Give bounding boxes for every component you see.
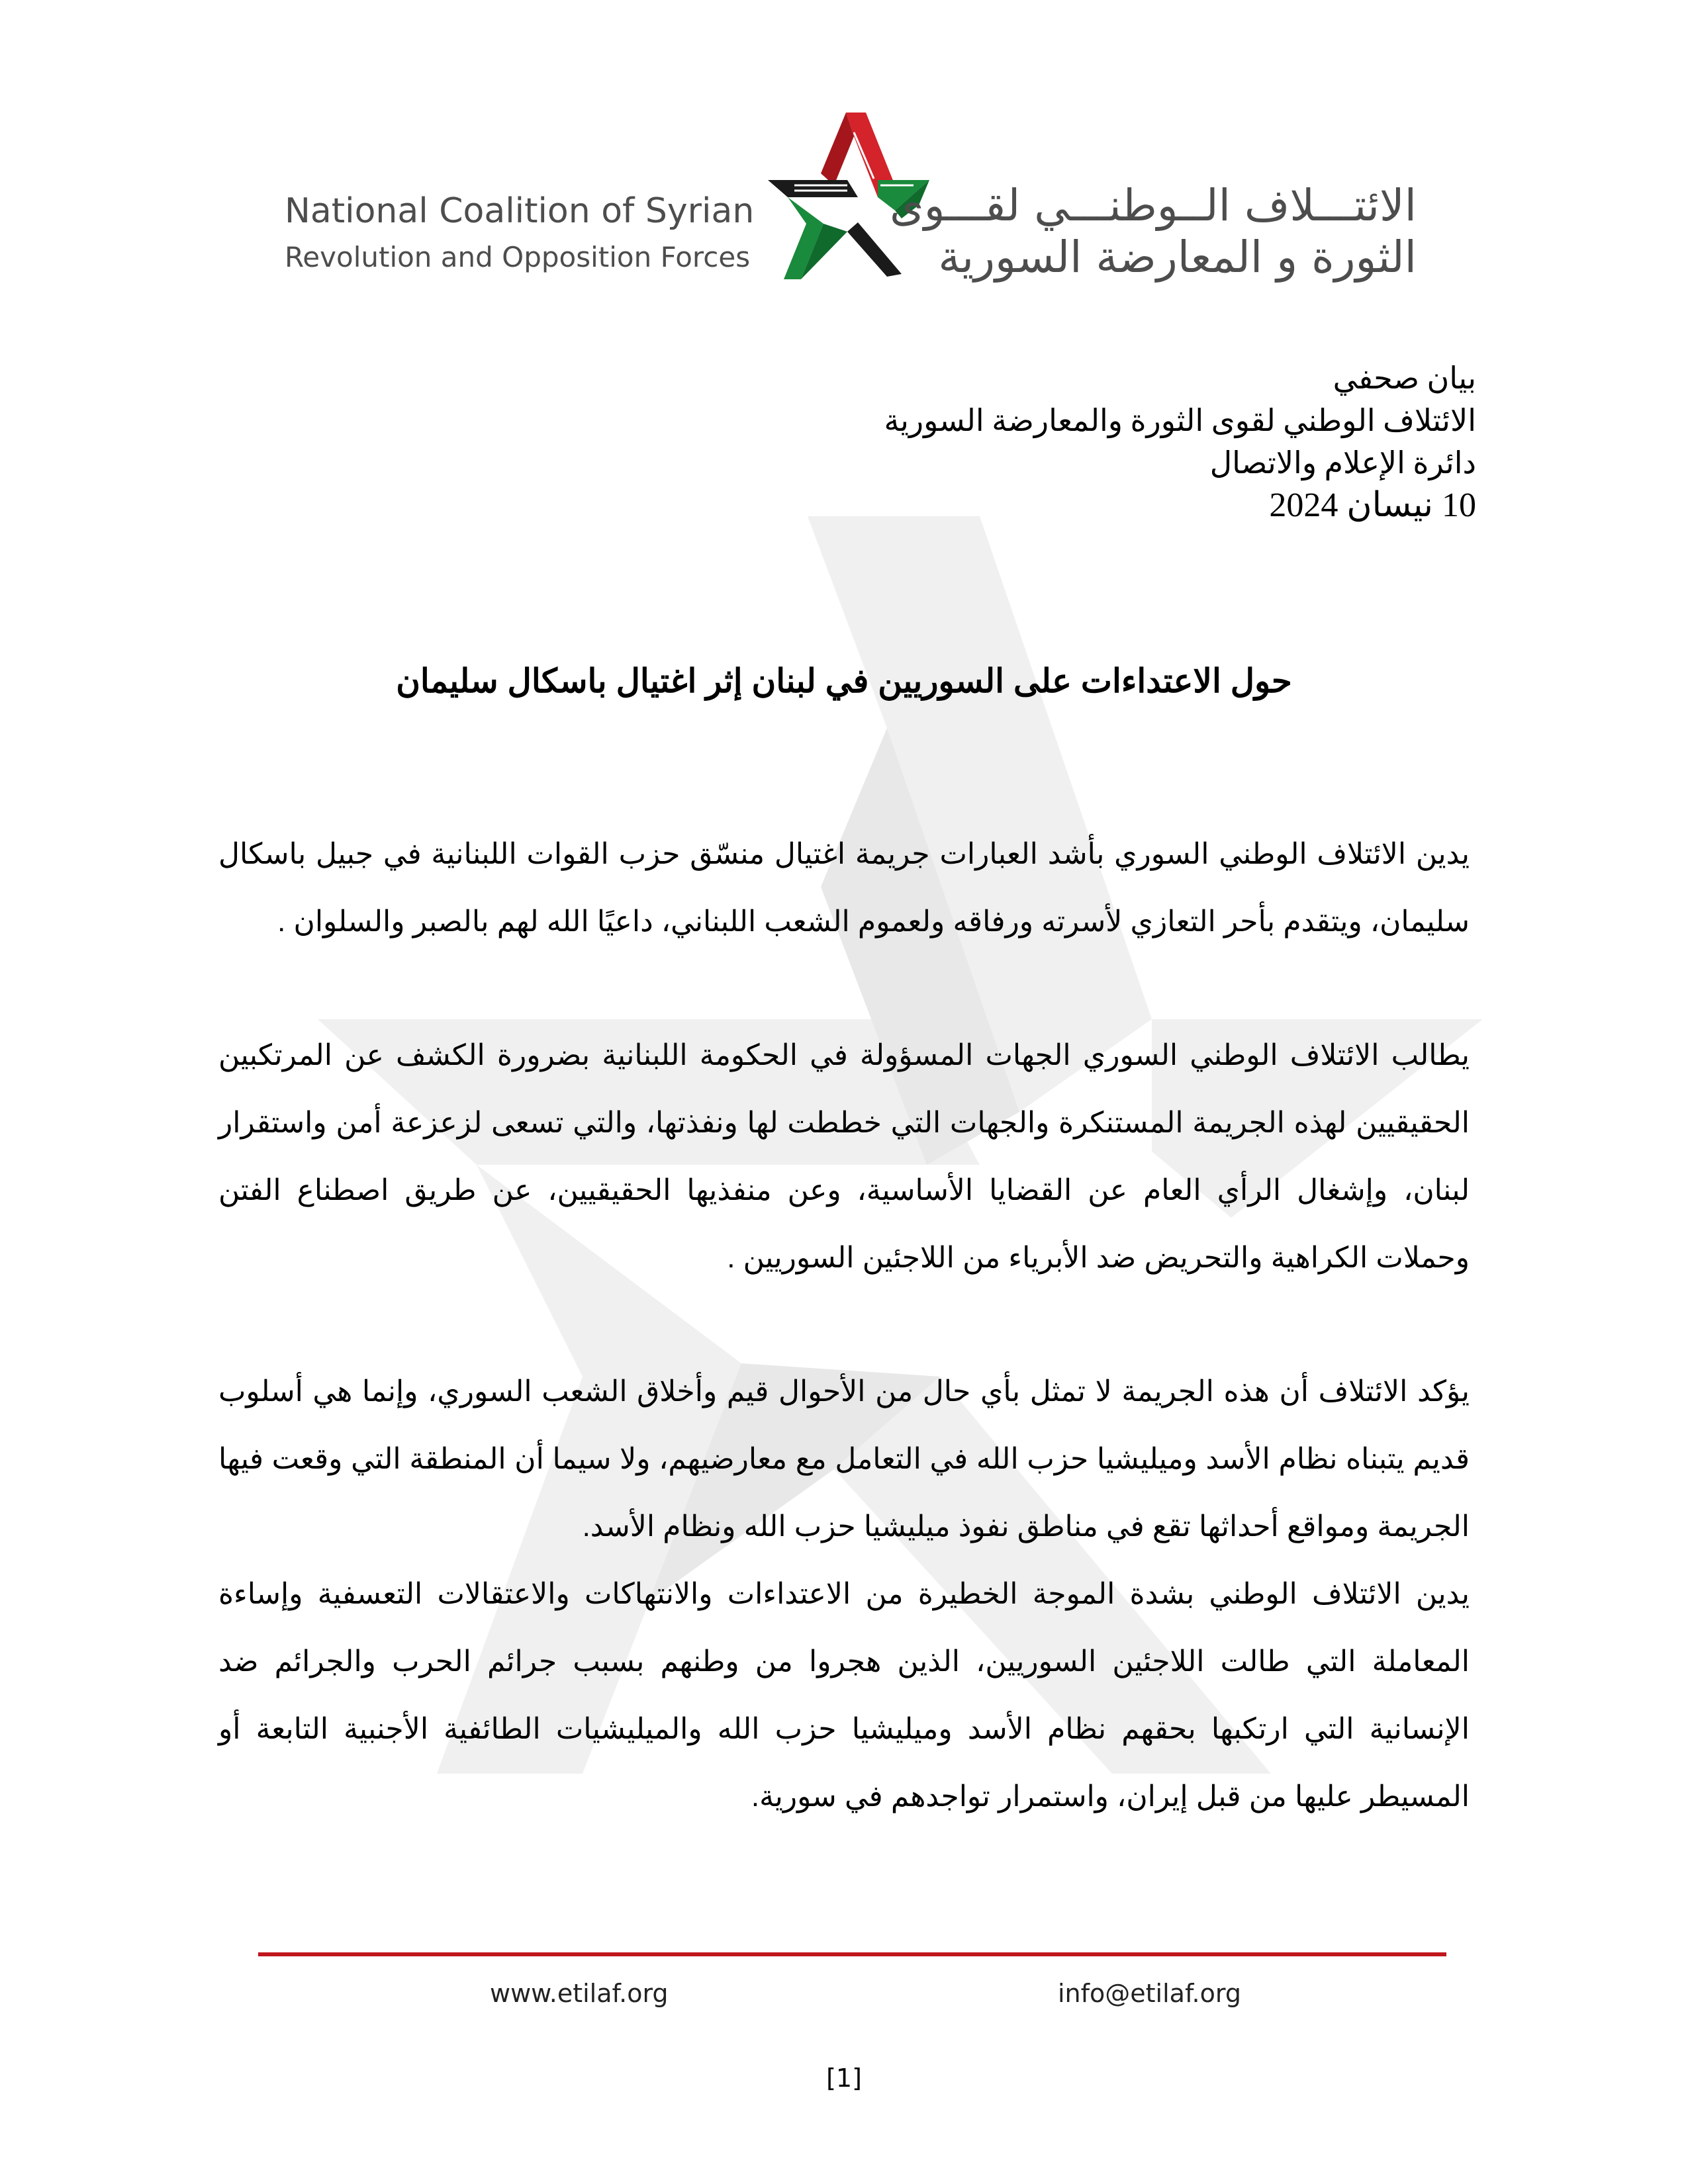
page-number: [1] — [826, 2064, 862, 2093]
footer-website-link[interactable]: www.etilaf.org — [490, 1979, 669, 2008]
statement-org: الائتلاف الوطني لقوى الثورة والمعارضة السورية — [884, 404, 1476, 437]
org-name-english-line1: National Coalition of Syrian — [285, 191, 755, 231]
org-name-arabic-line1: الائتـــلاف الــوطنـــي لقـــوى — [890, 180, 1417, 231]
org-name-english-line2: Revolution and Opposition Forces — [285, 241, 751, 273]
letterhead — [0, 0, 1688, 304]
paragraph-2: يطالب الائتلاف الوطني السوري الجهات المسؤولة في الحكومة اللبنانية بضرورة الكشف عن المرتكبين الحقيقيين لهذه الجريمة المستنكرة والجهات التي خططت لها ونفذتها، والتي تسعى لزعزعة أمن واستقرار لبنان، وإشغال الرأي العام عن القضايا الأساسية، وعن منفذيها الحقيقيين، عن طريق اصطناع الفتن وحملات الكراهية والتحريض ضد الأبرياء من اللاجئين السوريين . — [218, 1039, 1470, 1274]
org-name-arabic — [890, 180, 1417, 283]
statement-body — [218, 821, 1470, 1831]
statement-date: 10 نيسان 2024 — [1269, 486, 1476, 524]
statement-department: دائرة الإعلام والاتصال — [1209, 446, 1476, 480]
paragraph-3: يؤكد الائتلاف أن هذه الجريمة لا تمثل بأي حال من الأحوال قيم وأخلاق الشعب السوري، وإنما هي أسلوب قديم يتبناه نظام الأسد وميليشيا حزب الله في التعامل مع معارضيهم، ولا سيما أن المنطقة التي وقعت فيها الجريمة ومواقع أحداثها تقع في مناطق نفوذ ميليشيا حزب الله ونظام الأسد. — [218, 1375, 1470, 1543]
paragraph-4: يدين الائتلاف الوطني بشدة الموجة الخطيرة من الاعتداءات والانتهاكات والاعتقالات التعسفية وإساءة المعاملة التي طالت اللاجئين السوريين، الذين هجروا من وطنهم بسبب جرائم الحرب والجرائم ضد الإنسانية التي ارتكبها بحقهم نظام الأسد وميليشيا حزب الله والميليشيات الطائفية الأجنبية التابعة أو المسيطر عليها من قبل إيران، واستمرار تواجدهم في سورية. — [218, 1578, 1470, 1813]
statement-meta — [884, 357, 1476, 527]
org-name-english — [285, 191, 754, 278]
footer-divider — [258, 1952, 1446, 1956]
statement-title: حول الاعتداءات على السوريين في لبنان إثر اغتيال باسكال سليمان — [396, 662, 1292, 700]
paragraph-1: يدين الائتلاف الوطني السوري بأشد العبارات جريمة اغتيال منسّق حزب القوات اللبنانية في جبيل باسكال سليمان، ويتقدم بأحر التعازي لأسرته ورفاقه ولعموم الشعب اللبناني، داعيًا الله لهم بالصبر والسلوان . — [218, 838, 1470, 938]
statement-type: بيان صحفي — [1333, 361, 1476, 395]
org-name-arabic-line2: الثورة و المعارضة السورية — [938, 232, 1417, 283]
footer-email-link[interactable]: info@etilaf.org — [1058, 1979, 1241, 2008]
